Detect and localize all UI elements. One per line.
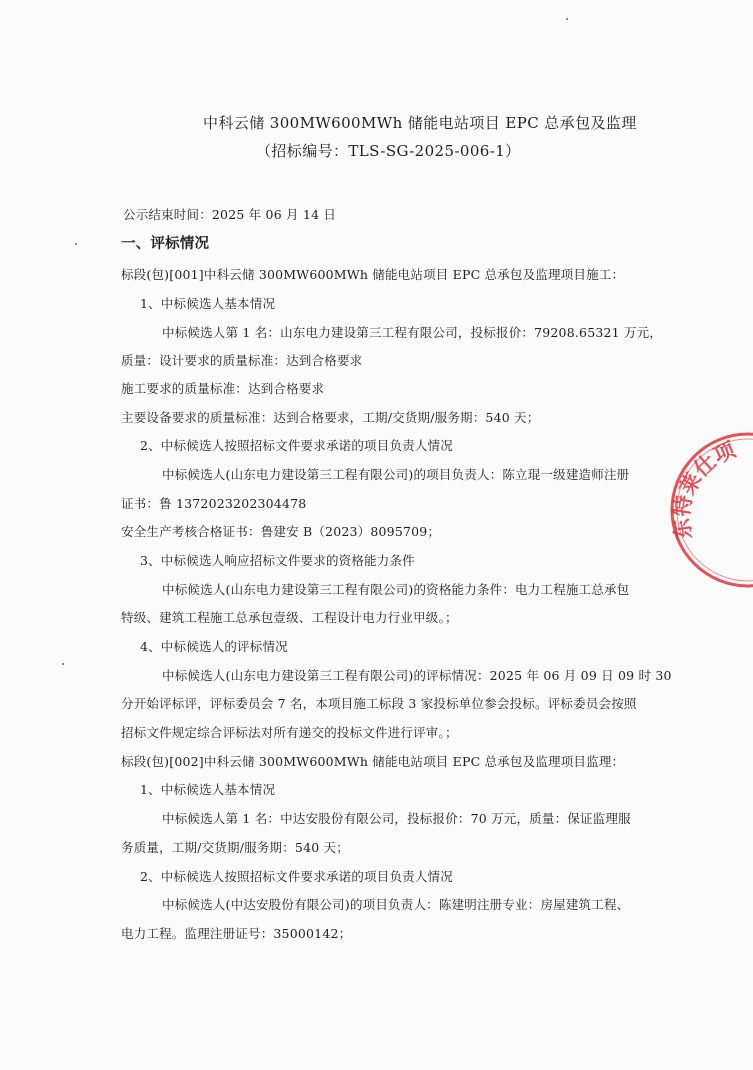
scan-speck bbox=[62, 663, 64, 665]
announcement-end-time: 公示结束时间：2025 年 06 月 14 日 bbox=[123, 207, 337, 222]
lot2-s1-line1: 中标候选人第 1 名：中达安股份有限公司，投标报价：70 万元，质量：保证监理服 bbox=[162, 811, 631, 826]
lot2-header: 标段(包)[002]中科云储 300MW600MWh 储能电站项目 EPC 总承包及监理项目监理： bbox=[121, 754, 625, 769]
lot1-s4-line3: 招标文件规定综合评标法对所有递交的投标文件进行评审。； bbox=[121, 725, 458, 740]
lot1-s1-line4: 主要设备要求的质量标准：达到合格要求，工期/交货期/服务期：540 天； bbox=[121, 410, 540, 425]
lot1-s3-line1: 中标候选人(山东电力建设第三工程有限公司)的资格能力条件：电力工程施工总承包 bbox=[162, 582, 630, 597]
lot1-s1-line3: 施工要求的质量标准：达到合格要求 bbox=[121, 381, 325, 396]
lot1-s1-line1: 中标候选人第 1 名：山东电力建设第三工程有限公司，投标报价：79208.65321 万元， bbox=[162, 325, 663, 340]
lot1-s2-line1: 中标候选人(山东电力建设第三工程有限公司)的项目负责人：陈立琨一级建造师注册 bbox=[162, 467, 630, 482]
seal-text-path: 东特莱仕项 bbox=[669, 437, 739, 542]
document-title: 中科云储 300MW600MWh 储能电站项目 EPC 总承包及监理 bbox=[203, 114, 637, 132]
section-heading: 一、评标情况 bbox=[121, 236, 210, 252]
lot1-s4-line1: 中标候选人(山东电力建设第三工程有限公司)的评标情况：2025 年 06 月 09 日 09 时 30 bbox=[162, 668, 672, 683]
lot2-s2-line2: 电力工程。监理注册证号：35000142； bbox=[121, 926, 352, 941]
lot1-s4-line2: 分开始评标评，评标委员会 7 名，本项目施工标段 3 家投标单位参会投标。评标委员会按照 bbox=[121, 696, 637, 711]
lot1-s2-title: 2、中标候选人按照招标文件要求承诺的项目负责人情况 bbox=[140, 438, 453, 453]
scan-speck bbox=[75, 243, 77, 245]
lot1-s1-title: 1、中标候选人基本情况 bbox=[140, 296, 276, 311]
lot2-s2-title: 2、中标候选人按照招标文件要求承诺的项目负责人情况 bbox=[140, 869, 453, 884]
lot1-header: 标段(包)[001]中科云储 300MW600MWh 储能电站项目 EPC 总承包及监理项目施工： bbox=[121, 267, 625, 282]
tender-number: （招标编号：TLS-SG-2025-006-1） bbox=[256, 142, 521, 160]
lot2-s2-line1: 中标候选人(中达安股份有限公司)的项目负责人：陈建明注册专业：房屋建筑工程、 bbox=[162, 897, 630, 912]
lot1-s2-line3: 安全生产考核合格证书：鲁建安 B（2023）8095709； bbox=[121, 524, 441, 539]
seal-text bbox=[669, 437, 739, 541]
company-seal bbox=[668, 420, 753, 590]
lot2-s1-title: 1、中标候选人基本情况 bbox=[140, 782, 276, 797]
lot1-s4-title: 4、中标候选人的评标情况 bbox=[140, 639, 288, 654]
lot2-s1-line2: 务质量，工期/交货期/服务期：540 天； bbox=[121, 840, 349, 855]
lot1-s3-line2: 特级、建筑工程施工总承包壹级、工程设计电力行业甲级。； bbox=[121, 610, 458, 625]
lot1-s1-line2: 质量：设计要求的质量标准：达到合格要求 bbox=[121, 353, 363, 368]
lot1-s2-line2: 证书：鲁 1372023202304478 bbox=[121, 496, 307, 511]
lot1-s3-title: 3、中标候选人响应招标文件要求的资格能力条件 bbox=[140, 553, 415, 568]
scan-speck bbox=[566, 18, 568, 20]
